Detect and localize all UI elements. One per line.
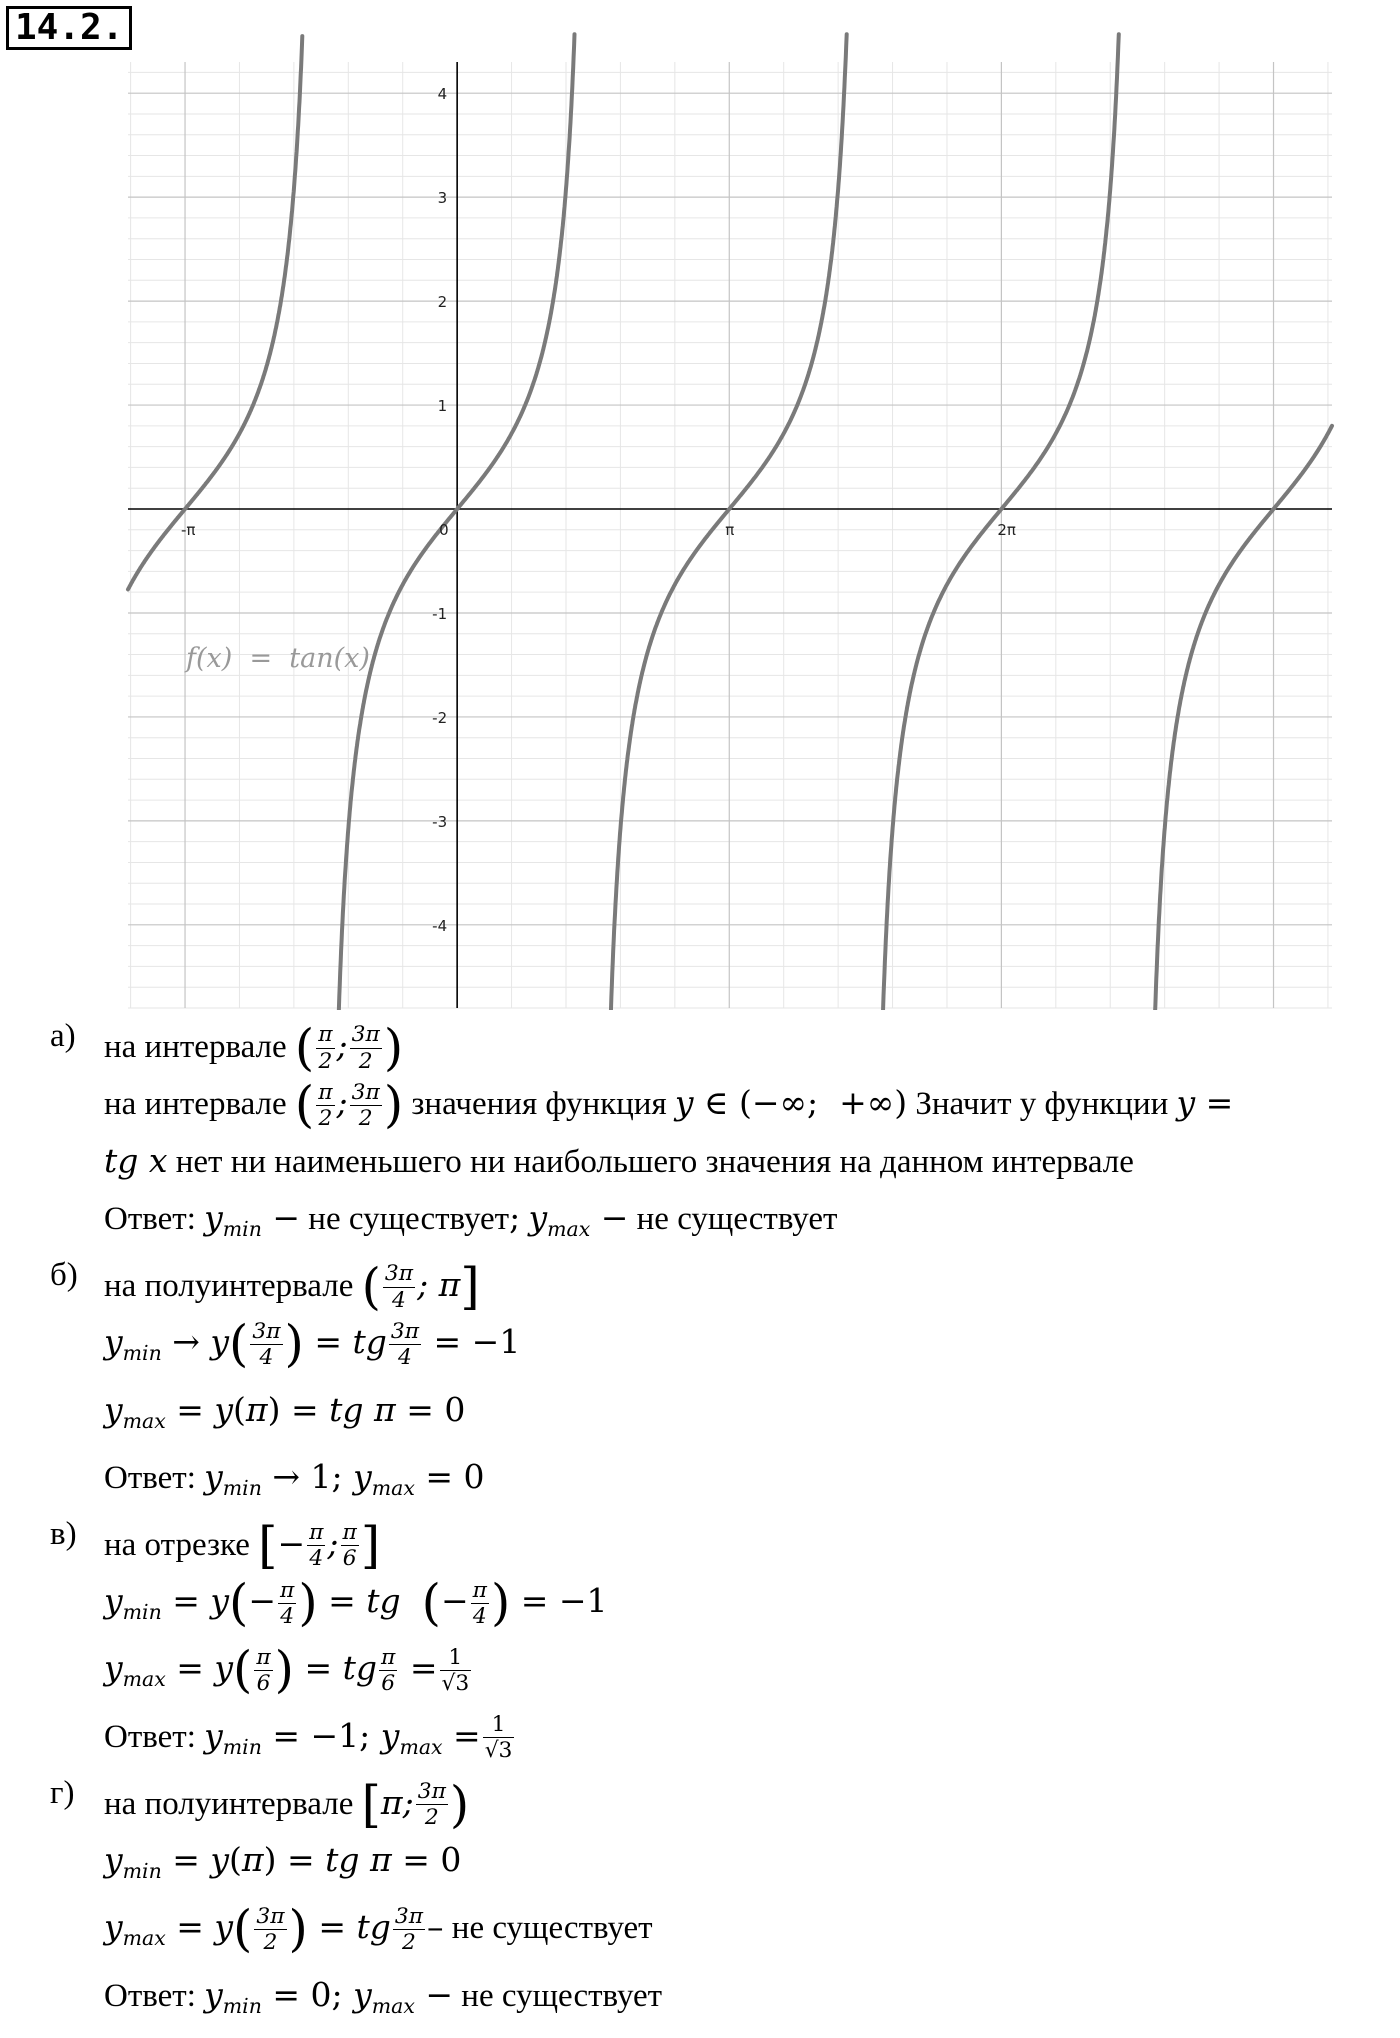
text: Значит у функции: [915, 1086, 1169, 1123]
item-g-answer: Ответ: $y_{min} = 0$; $y_{max}$ − не существует: [104, 1974, 663, 2018]
tan-graph: [0, 0, 1400, 1010]
answer-label: Ответ:: [104, 1459, 196, 1496]
text: не существует: [636, 1200, 838, 1237]
item-letter: б): [50, 1257, 78, 1293]
item-b-line-1: на полуинтервале ( $\frac{3\pi}{4}$ ; π]: [104, 1257, 480, 1316]
y-tick-label: 3: [437, 189, 448, 208]
y-tick-labels: [432, 85, 447, 935]
item-v-line-2: $y_{min} = y(-$ $\frac{\pi}{4}$ ) = tg (− $\frac{\pi}{4}$ ) = −1: [104, 1573, 608, 1632]
item-a-line-3: tg x нет ни наименьшего ни наибольшего значения на данном интервале: [104, 1140, 1134, 1180]
item-b-line-3: $y_{max} = y(\pi)$ = tg π = 0: [104, 1389, 466, 1433]
text: на интервале: [104, 1086, 287, 1123]
x-tick-label: 0: [439, 521, 449, 540]
y-tick-label: 2: [437, 293, 448, 312]
text: на полуинтервале: [104, 1785, 354, 1822]
item-g: [50, 1775, 1400, 2034]
item-a-line-1: на интервале ( $\frac{\pi}{2}$ ; $\frac{3\pi}{2}$ ): [104, 1018, 404, 1077]
text: нет ни наименьшего ни наибольшего значения на данном интервале: [175, 1143, 1134, 1180]
item-letter: г): [50, 1774, 75, 1811]
tan-branch: [128, 36, 302, 589]
item-g-line-2: $y_{min} = y(\pi)$ = tg π = 0: [104, 1840, 462, 1884]
item-v: [50, 1516, 1400, 1775]
task-number: 14.2.: [6, 6, 132, 50]
text: на интервале: [104, 1029, 287, 1065]
item-a-answer: Ответ: $y_{min}$ − не существует; $y_{max}$ − не существует: [104, 1197, 838, 1241]
text: не существует: [308, 1200, 510, 1237]
text: не существует: [461, 1977, 663, 2014]
y-tick-label: -2: [432, 708, 448, 727]
y-tick-label: -1: [432, 604, 448, 623]
x-tick-label: 2π: [997, 521, 1016, 540]
y-tick-label: -3: [432, 812, 448, 831]
text: на полуинтервале: [104, 1268, 354, 1304]
answer-label: Ответ:: [104, 1977, 196, 2014]
answer-label: Ответ:: [104, 1200, 196, 1237]
text: значения функция: [411, 1086, 667, 1123]
item-g-line-1: на полуинтервале [π; $\frac{3\pi}{2}$ ): [104, 1775, 470, 1834]
item-g-line-3: $y_{max} = y$( $\frac{3\pi}{2}$ ) = tg $\frac{3\pi}{2}$ – не существует: [104, 1899, 653, 1958]
y-tick-label: 1: [437, 397, 448, 416]
item-letter: в): [50, 1515, 77, 1552]
y-tick-label: -4: [432, 916, 448, 935]
function-label: f(x) = tan(x): [186, 643, 370, 674]
tan-branch: [1154, 426, 1332, 1010]
answer-label: Ответ:: [104, 1718, 196, 1755]
x-tick-label: -π: [181, 521, 196, 540]
item-b-line-2: $y_{min} \to y$( $\frac{3\pi}{4}$ ) = tg $\frac{3\pi}{4}$ = −1: [104, 1314, 521, 1373]
text: на отрезке: [104, 1526, 250, 1563]
item-a: [50, 1018, 1400, 1257]
item-letter: а): [50, 1018, 76, 1054]
item-b-answer: Ответ: $y_{min} \to 1$; $y_{max} = 0$: [104, 1456, 485, 1500]
item-v-line-1: на отрезке [− $\frac{\pi}{4}$ ; $\frac{\pi}{6}$ ]: [104, 1516, 381, 1575]
tan-branch: [338, 34, 575, 1010]
item-v-answer: Ответ: $y_{min} = -1$; $y_{max}$ = $\frac{1}{√3}$: [104, 1712, 513, 1764]
text: не существует: [451, 1910, 653, 1947]
y-tick-label: 4: [437, 85, 448, 104]
x-tick-label: π: [725, 521, 735, 540]
item-a-line-2: на интервале ( $\frac{\pi}{2}$ ; $\frac{3\pi}{2}$ ) значения функция y ∈ (−∞; +∞) Значит у функции y =: [104, 1075, 1234, 1134]
item-b: [50, 1257, 1400, 1516]
item-v-line-3: $y_{max} = y$( $\frac{\pi}{6}$ ) = tg $\frac{\pi}{6}$ = $\frac{1}{√3}$: [104, 1640, 470, 1699]
